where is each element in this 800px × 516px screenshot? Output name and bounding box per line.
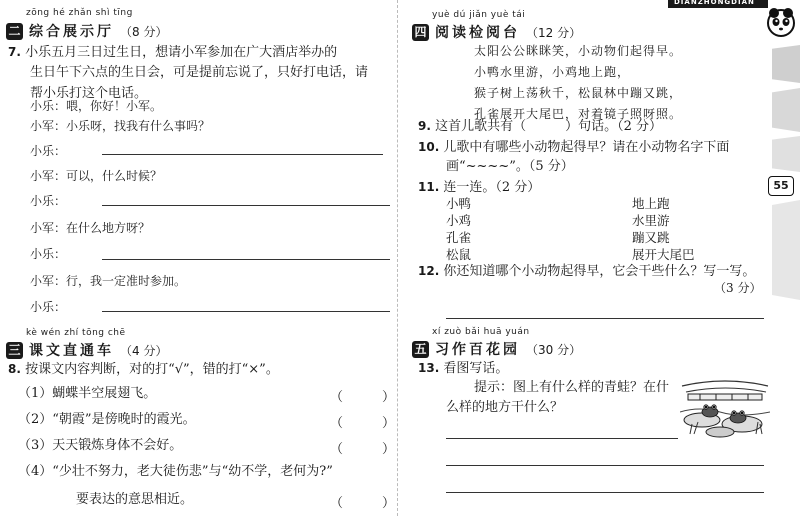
section-pinyin: yuè dú jiǎn yuè tái [432, 10, 526, 20]
page-number: 55 [768, 176, 794, 196]
poem [474, 41, 682, 125]
section-score: （12 分） [526, 25, 582, 40]
dialogue-line: 小乐：喂，你好！小军。 [30, 99, 163, 113]
column-divider [397, 0, 398, 516]
dialogue-line: 小乐： [30, 247, 67, 261]
poem-line: 猴子树上荡秋千，松鼠林中蹦又跳， [474, 86, 683, 100]
answer-line[interactable] [446, 318, 764, 319]
match-item[interactable]: 水里游 [632, 213, 670, 228]
writing-hint: 提示：图上有什么样的青蛙？在什 [474, 380, 670, 395]
question-text: 画“~~~~”。（5 分） [446, 159, 574, 174]
dialogue-line: 小乐： [30, 300, 67, 314]
answer-line[interactable] [102, 205, 390, 206]
question-text: 按课文内容判断，对的打“√”，错的打“×”。 [25, 362, 279, 377]
match-item[interactable]: 孔雀 [446, 230, 472, 245]
question-text: 生日午下六点的生日会，可是提前忘说了，只好打电话，请 [30, 65, 369, 80]
page-tab [772, 45, 800, 83]
question-number: 8. [8, 362, 21, 376]
match-item[interactable]: 小鸡 [446, 213, 472, 228]
dialogue-line: 小军：行，我一定准时参加。 [30, 274, 187, 288]
question-number: 11. [418, 180, 440, 194]
judgement-item: （2）“朝霞”是傍晚时的霞光。 [18, 412, 196, 427]
answer-line[interactable] [446, 465, 764, 466]
question-number: 13. [418, 361, 440, 375]
question-number: 7. [8, 45, 21, 59]
judgement-item-continued: 要表达的意思相近。 [76, 492, 194, 507]
dialogue-line: 小乐： [30, 194, 67, 208]
section-number: 三 [6, 342, 23, 359]
poem-line: 太阳公公眯眯笑，小动物们起得早。 [474, 44, 683, 58]
match-item[interactable]: 松鼠 [446, 247, 472, 262]
question-11 [418, 175, 540, 200]
section-pinyin: zōng hé zhǎn shì tīng [26, 8, 133, 18]
question-text: 儿歌中有哪些小动物起得早？请在小动物名字下面 [443, 140, 730, 155]
question-text: 看图写话。 [443, 361, 509, 376]
question-score: （3 分） [714, 281, 762, 295]
section-title: 阅读检阅台 [435, 25, 520, 41]
page-tab [772, 200, 800, 300]
poem-line: 孔雀展开大尾巴，对着镜子照呀照。 [474, 107, 683, 121]
page-tab [772, 136, 800, 172]
dialogue-line: 小军：小乐呀，找我有什么事吗？ [30, 119, 211, 133]
question-text: 小乐五月三日过生日，想请小军参加在广大酒店举办的 [25, 45, 338, 60]
match-item[interactable]: 小鸭 [446, 196, 472, 211]
question-number: 12. [418, 264, 440, 278]
answer-paren[interactable]: （ ） [330, 442, 396, 457]
question-number: 9. [418, 119, 431, 133]
question-text: 帮小乐打这个电话。 [30, 86, 148, 101]
section-number: 四 [412, 24, 429, 41]
answer-line[interactable] [446, 492, 764, 493]
answer-paren[interactable]: （ ） [330, 496, 396, 511]
judgement-item: （3）天天锻炼身体不会好。 [18, 438, 183, 453]
answer-line[interactable] [446, 438, 678, 439]
dialogue-line: 小乐： [30, 144, 67, 158]
match-right-column [632, 195, 695, 263]
frog-pond-illustration [680, 372, 770, 438]
section-title: 综合展示厅 [29, 24, 114, 40]
answer-line[interactable] [102, 154, 383, 155]
poem-line: 小鸭水里游，小鸡地上跑， [474, 65, 631, 79]
section-pinyin: kè wén zhí tōng chē [26, 328, 126, 338]
section-score: （8 分） [120, 24, 168, 39]
writing-hint: 么样的地方干什么？ [446, 400, 564, 415]
question-text: 你还知道哪个小动物起得早，它会干些什么？写一写。 [443, 264, 756, 279]
answer-paren[interactable]: （ ） [330, 390, 396, 405]
judgement-item: （4）“少壮不努力，老大徒伤悲”与“幼不学，老何为?” [18, 464, 333, 479]
answer-line[interactable] [102, 311, 390, 312]
match-item[interactable]: 展开大尾巴 [632, 247, 695, 262]
section-title: 习作百花园 [435, 342, 520, 358]
question-text: 连一连。（2 分） [443, 180, 541, 195]
mascot-icon [765, 6, 797, 40]
section-number: 五 [412, 341, 429, 358]
section-score: （4 分） [120, 343, 168, 358]
judgement-item: （1）蝴蝶半空展翅飞。 [18, 386, 157, 401]
section-number: 二 [6, 23, 23, 40]
frog-icon [702, 405, 718, 417]
question-12 [418, 259, 755, 284]
page-tab [772, 88, 800, 132]
section-pinyin: xí zuò bǎi huā yuán [432, 327, 530, 337]
dialogue-line: 小军：可以，什么时候？ [30, 169, 163, 183]
match-left-column [446, 195, 471, 263]
dialogue-line: 小军：在什么地方呀？ [30, 221, 151, 235]
answer-paren[interactable]: （ ） [330, 416, 396, 431]
match-item[interactable]: 地上跑 [632, 196, 670, 211]
section-score: （30 分） [526, 342, 582, 357]
section-title: 课文直通车 [29, 343, 114, 359]
section-heading [412, 22, 581, 42]
match-item[interactable]: 蹦又跳 [632, 230, 670, 245]
answer-line[interactable] [102, 259, 390, 260]
question-8 [8, 357, 279, 382]
header-brand: DIANZHONGDIAN [674, 0, 755, 6]
section-heading [6, 21, 167, 41]
question-number: 10. [418, 140, 440, 154]
question-text: 这首儿歌共有（ ）句话。（2 分） [435, 119, 662, 134]
